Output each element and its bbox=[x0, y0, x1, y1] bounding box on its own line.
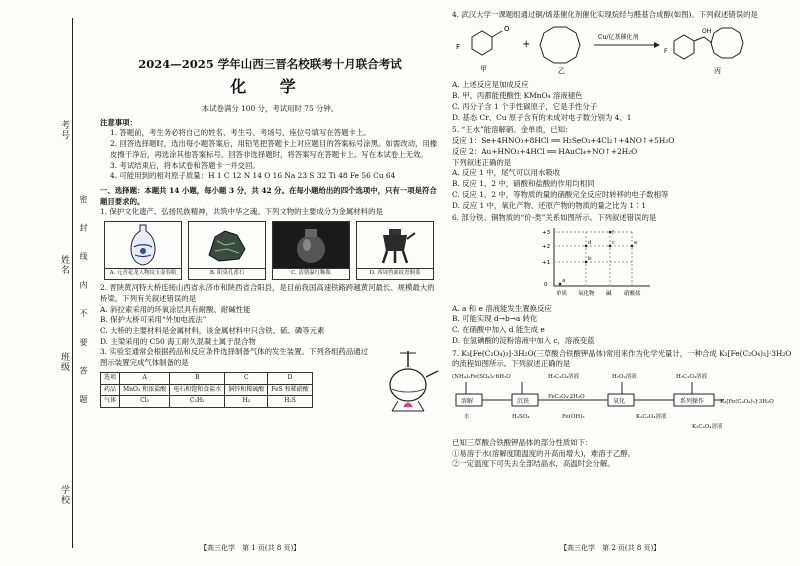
subject-title: 化 学 bbox=[230, 76, 310, 96]
flow-side: K₂C₂O₄溶液 bbox=[636, 414, 667, 421]
svg-text:+: + bbox=[522, 38, 531, 50]
question-4 bbox=[452, 10, 792, 123]
seal-text: 密 封 线 内 不 要 答 题 bbox=[79, 195, 88, 412]
exam-no-label: 考号 bbox=[59, 120, 69, 140]
option: A. 上述反应是加成反应 bbox=[452, 80, 529, 90]
x-tick: 氧化物 bbox=[578, 291, 595, 298]
label-bing: 丙 bbox=[714, 66, 721, 75]
property-item: ②一定温度下可失去全部结晶水，高温时会分解。 bbox=[452, 459, 615, 469]
point-label: c bbox=[612, 240, 616, 247]
option: B. 甲、丙都能使酸性 KMnO₄ 溶液褪色 bbox=[452, 91, 583, 101]
label-yi: 乙 bbox=[558, 66, 565, 75]
option: A. 反应 1 中，尾气可以用水吸收 bbox=[452, 168, 561, 178]
footer-left: 【高三化学 第 1 页(共 8 页)】 bbox=[200, 544, 301, 552]
name-label: 姓名 bbox=[59, 255, 69, 275]
x-tick: 硝酸盐 bbox=[624, 291, 641, 298]
note-item: 3. 考试结束后，将本试卷和答题卡一并交回。 bbox=[110, 160, 260, 170]
question-stem: 2. 晋陕黄河特大桥连接山西省永济市和陕西省合阳县，是目前我国高速铁路跨越黄河最长、规模最大的桥梁。下列有关叙述错误的是 bbox=[100, 283, 435, 303]
option: A. 斜拉索采用的环氧涂层具有耐酸、耐碱性能 bbox=[100, 304, 251, 314]
table-header-row bbox=[101, 372, 313, 384]
question-stem: 4. 武汉大学一课题组通过铜/烯基催化剂催化实现烷经与醛基合成醇(如图)。下列叙述错误的是 bbox=[452, 10, 758, 19]
table-cell: MnO₂ 和浓盐酸 bbox=[120, 384, 170, 396]
question-7 bbox=[452, 349, 792, 470]
flow-input: (NH₄)₂Fe(SO₄)₂·6H₂O bbox=[452, 374, 511, 381]
vase-image bbox=[105, 222, 181, 268]
flow-input: H₂O₂溶液 bbox=[612, 374, 637, 381]
artifact-c bbox=[272, 221, 350, 280]
table-header: A bbox=[120, 372, 170, 384]
flow-side: 水 bbox=[464, 414, 470, 421]
option: B. 可能实现 d→b→a 转化 bbox=[452, 314, 538, 324]
note-item: 1. 答题前，考生务必将自己的姓名、考生号、考场号、座位号填写在答题卡上。 bbox=[110, 128, 371, 138]
y-tick: +2 bbox=[542, 244, 551, 251]
svg-text:O: O bbox=[504, 24, 510, 33]
flow-product: Fe(OH)₃ bbox=[562, 414, 585, 421]
question-5 bbox=[452, 125, 792, 211]
property-item: ①易溶于水(溶解度随温度的升高而增大)，难溶于乙醇。 bbox=[452, 448, 636, 458]
reaction-scheme bbox=[452, 21, 782, 77]
question-3 bbox=[100, 347, 440, 408]
option: D. 反应 1 中，氧化产物、还原产物的物质的量之比为 1∶1 bbox=[452, 200, 647, 210]
option: C. 在硝酸中加入 d 能生成 e bbox=[452, 325, 545, 335]
option: B. 反应 1、2 中，硝酸和盐酸的作用均相同 bbox=[452, 179, 595, 189]
bronze-vessel-image bbox=[357, 222, 433, 268]
table-cell: 电石和饱和食盐水 bbox=[170, 384, 225, 396]
option: D. 在氢碘酸的淀粉溶液中加入 c，溶液变蓝 bbox=[452, 335, 595, 345]
table-header: D bbox=[268, 372, 312, 384]
x-tick: 碱 bbox=[606, 291, 612, 298]
question-1 bbox=[100, 207, 440, 280]
y-tick: 0 bbox=[544, 282, 548, 289]
flow-product: FeC₂O₄·2H₂O bbox=[548, 394, 585, 401]
artifact-b bbox=[188, 221, 266, 280]
table-cell: H₂ bbox=[225, 396, 268, 408]
flow-side: K₂C₂O₄溶液 bbox=[692, 424, 723, 431]
point-label: d bbox=[588, 240, 592, 247]
y-tick: +1 bbox=[542, 260, 551, 267]
option: B. 保护大桥可采用“外加电流法” bbox=[100, 315, 207, 325]
flow-step: 氧化 bbox=[613, 398, 626, 406]
question-stem: 5. “王水”能溶解硝、金单质，已知： bbox=[452, 125, 573, 135]
malachite-image bbox=[189, 222, 265, 268]
flow-product: K₃[Fe(C₂O₄)₃]·3H₂O bbox=[720, 399, 774, 406]
table-cell: 铜锌和稀硫酸 bbox=[225, 384, 268, 396]
reaction-equation: 反应 1：Se+4HNO₃+8HCl ══ H₂SeO₃+4Cl₂↑+4NO↑+5H₂O bbox=[452, 136, 675, 146]
flow-side: H₂SO₄ bbox=[512, 414, 530, 421]
table-row bbox=[101, 396, 313, 408]
right-column bbox=[452, 10, 792, 470]
seal-line bbox=[72, 18, 73, 548]
x-tick: 单质 bbox=[556, 291, 568, 298]
option: D. 基态 Cr、Cu 原子含有的未成对电子数分别为 4、1 bbox=[452, 112, 632, 122]
flow-step: 沉铁 bbox=[517, 398, 530, 406]
option: D. 主梁采用的 C50 海工耐久混凝土属于混合物 bbox=[100, 336, 256, 346]
notes-heading: 注意事项： bbox=[100, 117, 137, 127]
artifact-d bbox=[356, 221, 434, 280]
question-stem: 7. K₃[Fe(C₂O₄)₃]·3H₂O(三草酸合铁酸钾晶体)常用来作为化学光量计，一种合成 K₃[Fe(C₂O₄)₃]·3H₂O 的流程如图所示。下列叙述正确的是 bbox=[452, 348, 792, 369]
table-cell: H₂S bbox=[268, 396, 312, 408]
flow-step: 系列操作 bbox=[680, 398, 705, 406]
footer-right: 【高三化学 第 2 页(共 8 页)】 bbox=[560, 544, 661, 552]
option-label: B. 阳泉孔雀石 bbox=[189, 268, 265, 279]
reagent-table bbox=[100, 372, 313, 408]
option: A. a 和 e 溶液能发生置换反应 bbox=[452, 303, 552, 313]
point-label: a bbox=[562, 278, 566, 285]
option: C. 大桥的主要材料是金属材料，该金属材料中只含铁、硫、磷等元素 bbox=[100, 325, 325, 335]
table-cell: C₂H₂ bbox=[170, 396, 225, 408]
synthesis-flowchart bbox=[452, 370, 788, 434]
flow-input: H₂C₂O₄溶液 bbox=[676, 374, 708, 381]
school-label: 学校 bbox=[59, 485, 69, 505]
section-heading: 一、选择题：本题共 14 小题，每小题 3 分，共 42 分。在每小题给出的四个选项中，只有一项是符合题目要求的。 bbox=[100, 186, 437, 206]
binding-strip bbox=[0, 0, 96, 566]
svg-text:F: F bbox=[664, 47, 668, 55]
table-cell: FeS 和稀硝酸 bbox=[268, 384, 312, 396]
option-label: A. 元青花龙人物纹玉壶春瓶 bbox=[105, 268, 181, 279]
reaction-equation: 反应 2：Au+HNO₃+4HCl ══ HAuCl₄+NO↑+2H₂O bbox=[452, 146, 638, 156]
option-label: D. 西周兽面纹青铜盉 bbox=[357, 268, 433, 279]
point-label: b bbox=[588, 256, 592, 263]
known-properties-lead: 已知三草酸合铁酸钾晶体的部分性质如下： bbox=[452, 437, 593, 447]
flow-input: H₂C₂O₄溶液 bbox=[548, 374, 580, 381]
y-tick: +3 bbox=[542, 230, 551, 237]
flow-step: 溶解 bbox=[461, 398, 474, 406]
table-cell: 气体 bbox=[101, 396, 120, 408]
table-row bbox=[101, 384, 313, 396]
red-glaze-vase-image bbox=[273, 222, 349, 268]
svg-text:F: F bbox=[456, 42, 461, 51]
table-header: C bbox=[225, 372, 268, 384]
question-stem: 1. 保护文化遗产、弘扬民族精神，共筑中华之魂。下列文物的主要成分为金属材料的是 bbox=[100, 207, 383, 217]
exam-info: 本试卷满分 100 分，考试用时 75 分钟。 bbox=[201, 103, 339, 113]
option: C. 反应 1、2 中，等物质的量的硝酸完全反应时转移的电子数相等 bbox=[452, 189, 669, 199]
exam-title: 2024—2025 学年山西三晋名校联考十月联合考试 bbox=[138, 57, 402, 71]
option: C. 丙分子含 1 个手性碳原子，它是手性分子 bbox=[452, 101, 598, 111]
point-label: f bbox=[612, 230, 614, 237]
option-label: C. 清朝温红釉瓶 bbox=[273, 268, 349, 279]
label-jia: 甲 bbox=[480, 64, 487, 73]
question-6 bbox=[452, 213, 792, 346]
note-item: 4. 可能用到的相对原子质量：H 1 C 12 N 14 O 16 Na 23 S 32 Ti 48 Fe 56 Cu 64 bbox=[110, 171, 396, 181]
question-lead: 下列叙述正确的是 bbox=[452, 157, 512, 167]
table-cell: 药品 bbox=[101, 384, 120, 396]
question-2 bbox=[100, 283, 440, 347]
table-header: B bbox=[170, 372, 225, 384]
valence-class-diagram bbox=[536, 224, 656, 300]
gas-generator-apparatus bbox=[378, 347, 440, 413]
question-stem: 3. 实验室通常会根据药品和反应条件选择制备气体的发生装置。下列各组药品通过图示装置完成气体制备的是 bbox=[100, 347, 369, 368]
point-label: e bbox=[634, 240, 638, 247]
left-column bbox=[100, 10, 440, 408]
class-label: 班级 bbox=[59, 352, 69, 372]
table-header: 选项 bbox=[101, 372, 120, 384]
artifact-a bbox=[104, 221, 182, 280]
note-item: 2. 回答选择题时，选出每小题答案后，用铅笔把答题卡上对应题目的答案标号涂黑。如需改动，用橡皮擦干净后，再选涂其他答案标号。回答非选择题时，将答案写在答题卡上。写在本试卷上无效。 bbox=[110, 139, 438, 159]
table-cell: Cl₂ bbox=[120, 396, 170, 408]
question-stem: 6. 部分铁、铜物质的“价-类”关系如图所示。下列叙述错误的是 bbox=[452, 213, 657, 223]
svg-text:OH: OH bbox=[702, 27, 712, 35]
catalyst-label: Cu/亿基催化剂 bbox=[598, 33, 639, 41]
